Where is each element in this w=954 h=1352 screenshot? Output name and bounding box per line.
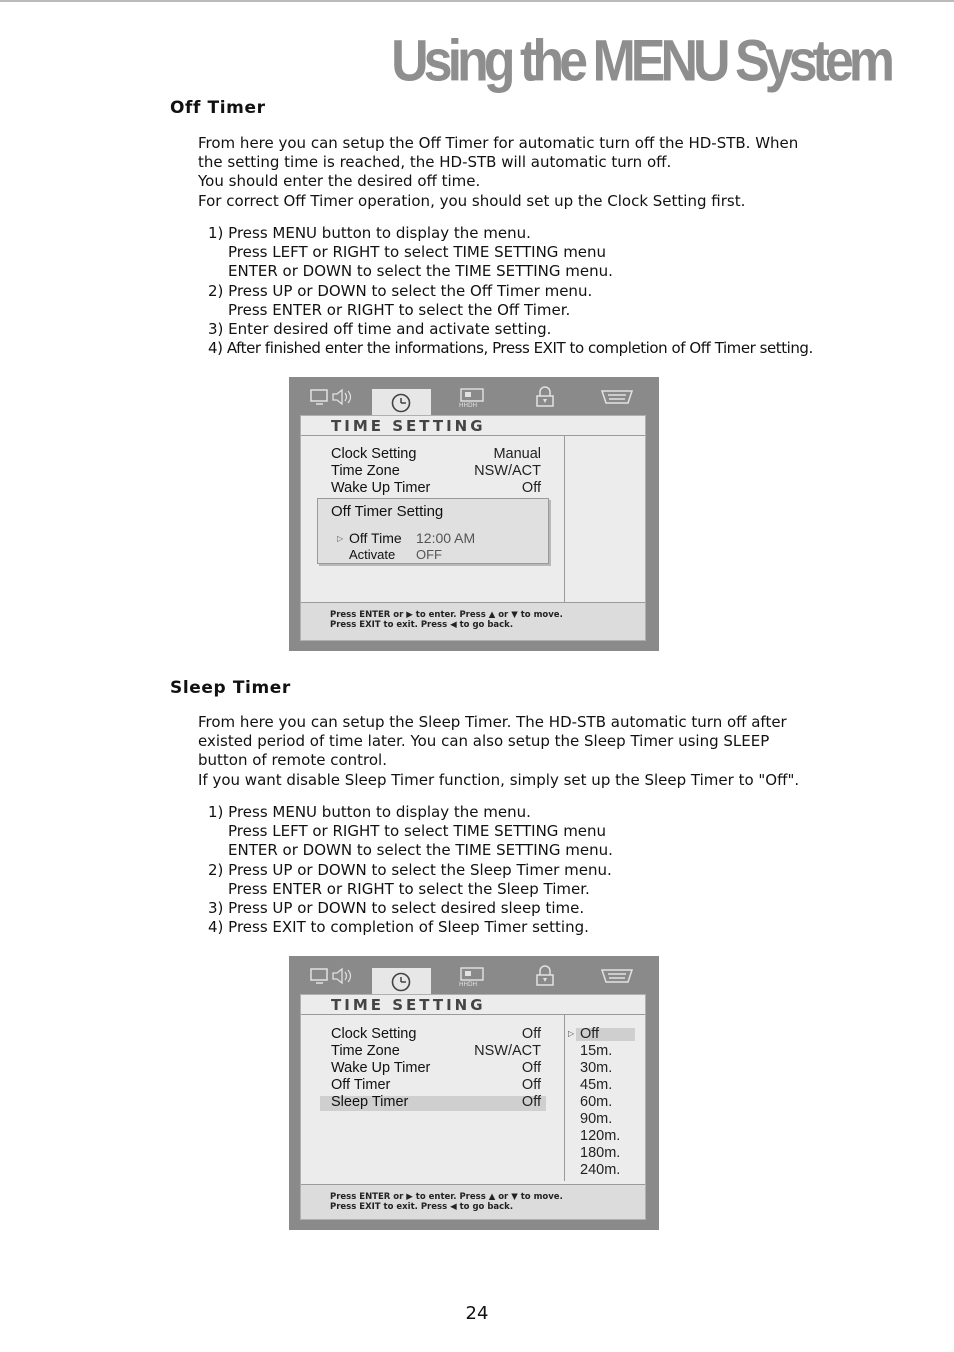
off-timer-heading: Off Timer — [170, 98, 266, 118]
popup-title: Off Timer Setting — [331, 503, 444, 520]
lock-icon[interactable] — [533, 385, 557, 409]
menu-item-sleep-timer[interactable]: Sleep Timer — [331, 1094, 409, 1110]
off-timer-setting-popup — [317, 498, 549, 564]
menu-value-wake-up-timer: Off — [521, 480, 541, 496]
step-line: 4) Press EXIT to completion of Sleep Timer setting. — [208, 918, 589, 937]
menu-help-bar — [301, 1184, 645, 1219]
step-line: 1) Press MENU button to display the menu. — [208, 224, 531, 242]
sleep-option[interactable]: 30m. — [580, 1060, 613, 1076]
popup-off-time-label[interactable]: Off Time — [349, 530, 402, 546]
off-timer-intro-line: You should enter the desired off time. — [198, 172, 481, 191]
help-line: Press EXIT to exit. Press ◀ to go back. — [330, 620, 514, 630]
step-line: Press ENTER or RIGHT to select the Off Timer. — [228, 300, 571, 319]
menu-value-off-timer: Off — [521, 1077, 541, 1093]
sleep-option[interactable]: 15m. — [580, 1043, 613, 1059]
off-timer-intro-line: the setting time is reached, the HD-STB will automatic turn off. — [198, 153, 672, 172]
menu-divider — [564, 436, 565, 602]
sleep-option[interactable]: 180m. — [580, 1145, 621, 1161]
menu-item-time-zone[interactable]: Time Zone — [331, 463, 400, 479]
clock-icon[interactable] — [389, 391, 413, 415]
menu-item-time-zone[interactable]: Time Zone — [331, 1043, 400, 1059]
top-rule — [0, 0, 954, 2]
menu-item-wake-up-timer[interactable]: Wake Up Timer — [331, 1060, 431, 1076]
selection-arrow-icon: ▷ — [337, 534, 344, 543]
menu-value-time-zone: NSW/ACT — [474, 463, 541, 479]
popup-activate-label[interactable]: Activate — [349, 547, 396, 562]
sleep-timer-intro-line: If you want disable Sleep Timer function, simply set up the Sleep Timer to "Off". — [198, 770, 800, 789]
settings-tray-icon[interactable] — [599, 964, 635, 988]
popup-off-time-value[interactable]: 12:00 AM — [416, 530, 476, 546]
step-line: Press LEFT or RIGHT to select TIME SETTING menu — [228, 243, 607, 262]
menu-body — [300, 994, 646, 1220]
off-timer-intro-line: From here you can setup the Off Timer for automatic turn off the HD-STB. When — [198, 134, 799, 152]
sleep-option[interactable]: 90m. — [580, 1111, 613, 1127]
menu-value-sleep-timer: Off — [521, 1094, 541, 1110]
popup-activate-value[interactable]: OFF — [416, 547, 442, 562]
step-line: 1) Press MENU button to display the menu. — [208, 803, 531, 821]
step-line: Press LEFT or RIGHT to select TIME SETTING menu — [228, 822, 607, 841]
menu-tab-bar — [289, 377, 659, 415]
menu-item-wake-up-timer[interactable]: Wake Up Timer — [331, 480, 431, 496]
step-line: ENTER or DOWN to select the TIME SETTING menu. — [228, 841, 613, 860]
sleep-timer-intro-line: existed period of time later. You can also setup the Sleep Timer using SLEEP — [198, 732, 770, 751]
sleep-option[interactable]: 240m. — [580, 1162, 621, 1178]
menu-item-clock-setting[interactable]: Clock Setting — [331, 446, 417, 462]
svg-text:HHDH: HHDH — [459, 981, 478, 987]
menu-title: TIME SETTING — [301, 995, 645, 1015]
menu-tab-bar — [289, 956, 659, 994]
settings-tray-icon[interactable] — [599, 385, 635, 409]
step-line: 3) Press UP or DOWN to select desired sleep time. — [208, 899, 585, 918]
menu-value-wake-up-timer: Off — [521, 1060, 541, 1076]
selection-arrow-icon: ▷ — [568, 1029, 575, 1038]
step-line: 2) Press UP or DOWN to select the Off Timer menu. — [208, 281, 593, 300]
svg-text:HHDH: HHDH — [459, 402, 478, 408]
menu-title: TIME SETTING — [301, 416, 645, 436]
off-timer-menu-screen — [289, 377, 659, 651]
menu-value-clock-setting: Off — [521, 1026, 541, 1042]
sleep-option[interactable]: 120m. — [580, 1128, 621, 1144]
step-line: Press ENTER or RIGHT to select the Sleep Timer. — [228, 879, 590, 898]
page-number: 24 — [465, 1303, 489, 1324]
menu-item-off-timer[interactable]: Off Timer — [331, 1077, 391, 1093]
menu-item-clock-setting[interactable]: Clock Setting — [331, 1026, 417, 1042]
sleep-option[interactable]: Off — [580, 1026, 600, 1042]
menu-body — [300, 415, 646, 641]
menu-value-time-zone: NSW/ACT — [474, 1043, 541, 1059]
sleep-timer-heading: Sleep Timer — [170, 678, 291, 698]
sleep-timer-intro-line: From here you can setup the Sleep Timer. The HD-STB automatic turn off after — [198, 713, 787, 731]
clock-icon[interactable] — [389, 970, 413, 994]
menu-divider — [564, 1015, 565, 1181]
sleep-option[interactable]: 60m. — [580, 1094, 613, 1110]
menu-help-bar — [301, 602, 645, 640]
page-header-title: Using the MENU System — [391, 29, 890, 95]
menu-value-clock-setting: Manual — [493, 446, 541, 462]
sleep-option[interactable]: 45m. — [580, 1077, 613, 1093]
sleep-timer-menu-screen — [289, 956, 659, 1230]
help-line: Press ENTER or ▶ to enter. Press ▲ or ▼ to move. — [330, 1192, 563, 1202]
step-line: 4) After finished enter the informations, Press EXIT to completion of Off Timer setting. — [208, 339, 813, 358]
sleep-timer-steps — [208, 803, 613, 937]
off-timer-intro — [198, 134, 798, 211]
off-timer-steps — [208, 224, 813, 358]
step-line: ENTER or DOWN to select the TIME SETTING menu. — [228, 262, 613, 281]
sleep-timer-intro-line: button of remote control. — [198, 751, 387, 770]
lock-icon[interactable] — [533, 964, 557, 988]
help-line: Press EXIT to exit. Press ◀ to go back. — [330, 1202, 514, 1212]
step-line: 2) Press UP or DOWN to select the Sleep Timer menu. — [208, 860, 612, 879]
hdmi-setup-icon[interactable] — [457, 385, 489, 409]
tv-audio-icon[interactable] — [309, 964, 353, 988]
tv-audio-icon[interactable] — [309, 385, 353, 409]
step-line: 3) Enter desired off time and activate setting. — [208, 320, 552, 339]
off-timer-intro-line: For correct Off Timer operation, you should set up the Clock Setting first. — [198, 191, 746, 210]
hdmi-setup-icon[interactable] — [457, 964, 489, 988]
help-line: Press ENTER or ▶ to enter. Press ▲ or ▼ to move. — [330, 610, 563, 620]
sleep-timer-intro — [198, 713, 799, 790]
